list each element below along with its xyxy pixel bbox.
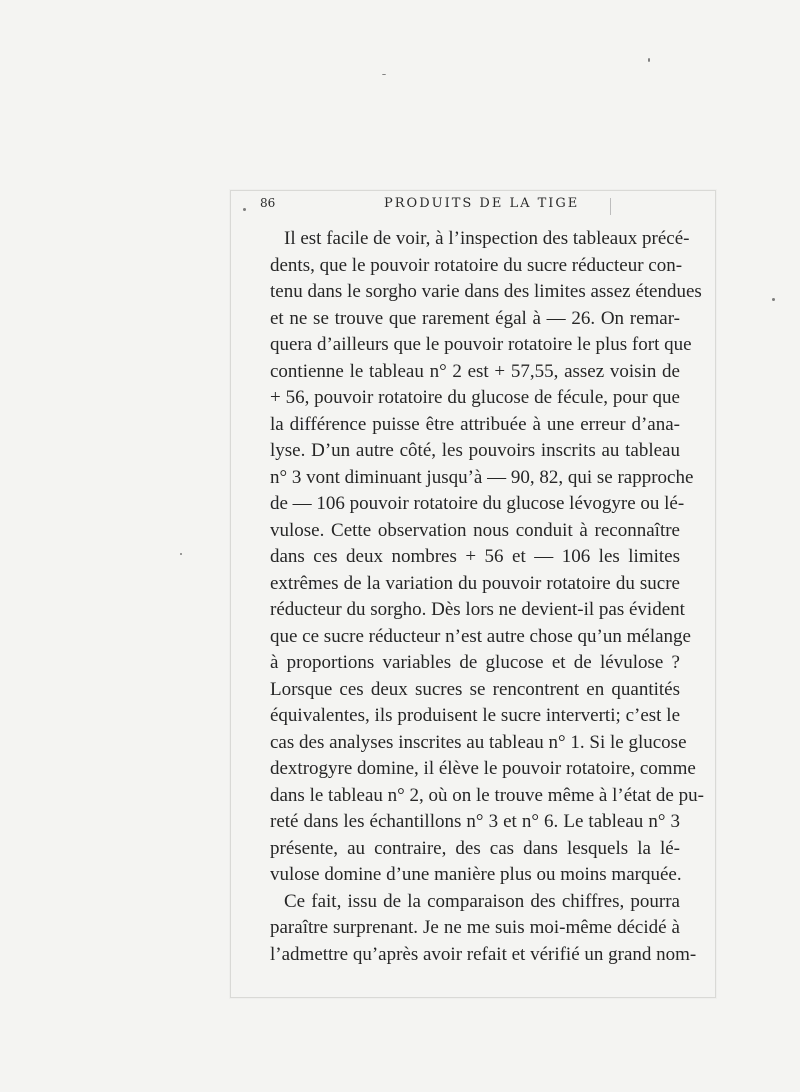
text-line: dents, que le pouvoir rotatoire du sucre réducteur con- <box>270 254 683 276</box>
text-line: réducteur du sorgho. Dès lors ne devient-il pas évident <box>270 599 685 620</box>
body-text <box>270 226 704 968</box>
text-line: cas des analyses inscrites au tableau n° 1. Si le glucose <box>270 731 687 753</box>
header-rule <box>610 198 611 215</box>
text-line: paraître surprenant. Je ne me suis moi-même décidé à <box>270 917 680 938</box>
text-line: Lorsque ces deux sucres se rencontrent en quantités <box>270 678 680 700</box>
text-line: l’admettre qu’après avoir refait et vérifié un grand nom- <box>270 943 697 965</box>
text-line: de — 106 pouvoir rotatoire du glucose lévogyre ou lé- <box>270 493 685 514</box>
text-line: vulose domine d’une manière plus ou moins marquée. <box>270 864 682 885</box>
text-line: vulose. Cette observation nous conduit à reconnaître <box>270 519 680 541</box>
text-line: Ce fait, issu de la comparaison des chiffres, pourra <box>284 890 680 912</box>
paragraph <box>270 889 697 969</box>
scan-speck <box>648 58 650 62</box>
scan-speck <box>180 553 182 555</box>
text-line: que ce sucre réducteur n’est autre chose qu’un mélange <box>270 625 691 647</box>
text-line: lyse. D’un autre côté, les pouvoirs inscrits au tableau <box>270 440 680 461</box>
text-line: reté dans les échantillons n° 3 et n° 6. Le tableau n° 3 <box>270 811 680 832</box>
text-line: présente, au contraire, des cas dans lesquels la lé- <box>270 837 680 859</box>
text-line: dans le tableau n° 2, où on le trouve même à l’état de pu- <box>270 784 704 806</box>
scan-speck <box>243 208 246 211</box>
text-line: contienne le tableau n° 2 est + 57,55, assez voisin de <box>270 360 680 382</box>
text-line: la différence puisse être attribuée à une erreur d’ana- <box>270 413 680 435</box>
text-line: à proportions variables de glucose et de lévulose ? <box>270 652 680 673</box>
text-line: n° 3 vont diminuant jusqu’à — 90, 82, qui se rapproche <box>270 466 694 488</box>
text-line: quera d’ailleurs que le pouvoir rotatoire le plus fort que <box>270 334 692 355</box>
text-line: tenu dans le sorgho varie dans des limites assez étendues <box>270 281 702 302</box>
scan-speck <box>772 298 775 301</box>
text-line: + 56, pouvoir rotatoire du glucose de fécule, pour que <box>270 387 680 408</box>
paragraph <box>270 226 704 889</box>
text-line: dans ces deux nombres + 56 et — 106 les limites <box>270 546 680 567</box>
text-line: dextrogyre domine, il élève le pouvoir rotatoire, comme <box>270 758 696 779</box>
text-line: équivalentes, ils produisent le sucre interverti; c’est le <box>270 705 680 726</box>
page-number: 86 <box>260 196 276 210</box>
text-line: extrêmes de la variation du pouvoir rotatoire du sucre <box>270 572 680 594</box>
scan-speck <box>382 74 386 75</box>
text-line: et ne se trouve que rarement égal à — 26. On remar- <box>270 307 680 329</box>
running-title: PRODUITS DE LA TIGE <box>384 196 580 211</box>
running-header <box>260 196 680 216</box>
text-line: Il est facile de voir, à l’inspection des tableaux précé- <box>284 228 690 249</box>
